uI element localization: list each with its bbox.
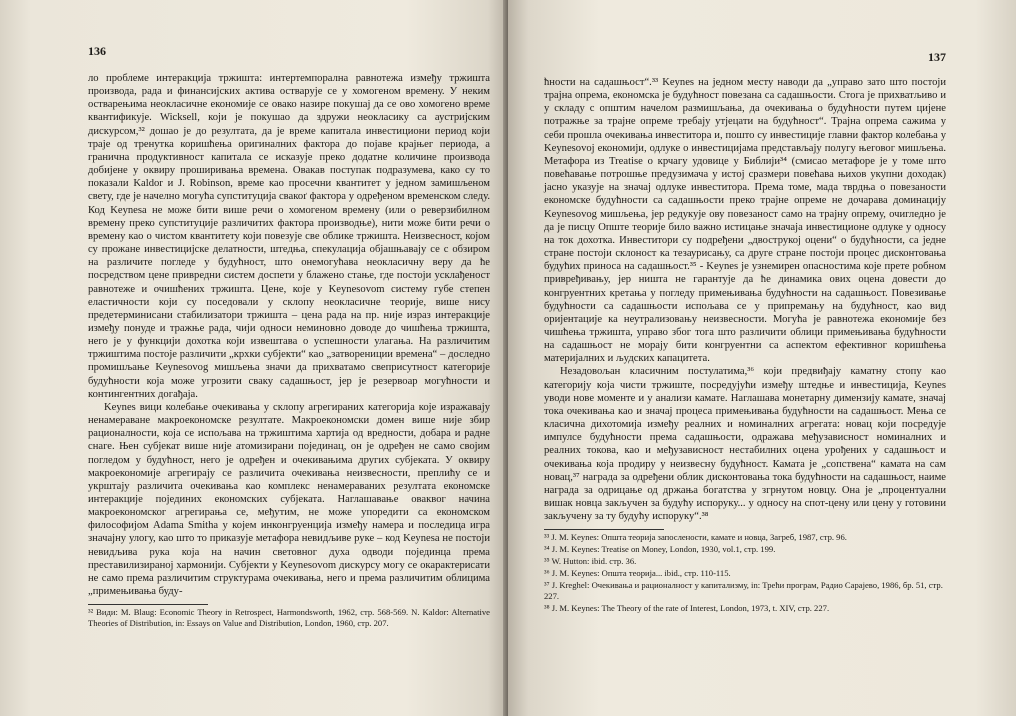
right-footnotes xyxy=(544,532,946,614)
footnote: ³² Види: M. Blaug: Economic Theory in Retrospect, Harmondsworth, 1962, стр. 568-569. N. Kaldor: Alternative Theories of Distribution, in: Essays on Value and Distribution, London, 1960, стр. 207. xyxy=(88,607,490,629)
paragraph: ћности на садашњост“.³³ Keynes на једном месту наводи да „управо зато што постоји трајна опрема, економска је будућност повезана са садашњости. Стога је прихватљиво и у складу с општим начелом размишљања, да очекивања о будућности путем цијене потражње за трајне опреме требају утјецати на будућност“. Трајна опрема сажима у себи прошла очекивања инвеститора и, пошто су инвестиције главни фактор колебања у Keynesovoj економији, одлуке о инвестицијама представљају полугу његовог мишљења. Метафора из Treatise о крчагу удовице у Библији³⁴ (смисао метафоре је у томе што повећавање потрошње предузимача у истој сразмери повећава њихов укупни доходак) јасно указује на значај одлуке инвеститора. Према томе, мада тврдња о повезаности економске будућности са садашњости преко трајне опреме не дочарава доминацију Keynesovog мишљења, јер редукује ову повезаност само на трајну опрему, очигледно је да је писцу Опште теорије било важно истицање значаја инвестиционе одлуке у односу на ток дохотка. Инвеститори су подређени „двострукој оцени“ о будућности, са једне стране постоји склоност ка тезаурисању, са друге стране постоји процес дисконтовања будућих приноса на садашњост.³⁵ - Keynes је узнемирен опасностима које прете робном привређивању, јер ништа не гарантује да ће динамика ових оцена довести до конгруентних кретања у погледу примењивања будућности на садашњост. Повезивање будућности са садашњости испољава се у припремању на будућност, као вид оријентације ка неутрализовању неизвесности. Могућа је равнотежа економије без чишћења тржишта, управо због тога што различити облици примењивања будућности на садашњост не морају бити конгруентни са аспектом ефективног коришћења материјалних и људских капацитета. xyxy=(544,77,946,365)
right-body-text xyxy=(544,76,946,523)
paragraph: Незадовољан класичним постулатима,³⁶ који предвиђају каматну стопу као категорију која чисти тржиште, посредујући између штедње и инвестиција, Keynes уводи нове моменте и у анализи камате. Наглашава монетарну димензију камате, значај тока очекивања као и значај процеса примењивања будућности на садашњост. Мења се класична дихотомија између реалних и номиналних агрегата: новац који посредује импулсе будућности према садашњости, одражава међузависност номиналних и реалних токова, као и међузависност нестабилних оцена урођених у садашњост и очекивања која продиру у неизвесну будућност. Камата је „сопствена“ камата на сам новац,³⁷ награда за одређени облик дисконтовања тока будућности на садашњост, наиме награда за одрицање од држања богатства у згрнутом новцу. Она је „процентуални вишак новца закључен за будућу испоруку... у односу на спот-цену или цену у готовини закључену за ту будућу испоруку“.³⁸ xyxy=(544,366,946,523)
footnote: ³⁴ J. M. Keynes: Treatise on Money, London, 1930, vol.1, стр. 199. xyxy=(544,544,776,555)
footnote: ³⁸ J. M. Keynes: The Theory of the rate of Interest, London, 1973, t. XIV, стр. 227. xyxy=(544,603,830,614)
footnote-divider xyxy=(544,529,664,530)
footnote: ³⁵ W. Hutton: ibid. стр. 36. xyxy=(544,556,637,567)
page-number: 136 xyxy=(88,44,106,58)
footnote-divider xyxy=(88,604,208,605)
footnote: ³³ J. M. Keynes: Општа теорија запосленоcти, камате и новца, Загреб, 1987, стр. 96. xyxy=(544,532,847,543)
paragraph: ло проблеме интеракција тржишта: интертемпорална равнотежа између тржишта производа, рада и финансијских актива остварује се у хомогеном времену. У неким остварењима неокласичне економије се овако назире покушај да се ово хомогено време квантификује. Wicksell, који је покушао да здружи неокласику са аустријским дискурсом,³² дошао је до резултата, да је време капитала инвестициони период који траје од тренутка коришћења оригиналних фактора до појаве крајњег периода, а гранична продуктивност капитала се исказује преко додатне количине производа добијене у оквиру проширивања времена. Овакав поступак подразумева, како су то показали Kaldor и J. Robinson, време као просечни квантитет у једном замишљеном свету, где је начелно могућа супституција свакоґ фактора у одређеном временском следу. Код Keynesа не може бити више речи о хомогеном времену (или о реверзибилном времену преко супституције различитих фактора производње), нити може бити речи о времену као о чистом квантитету који повезује све облике тржишта. Неизвесност, којом су прожане инвестицијске делатности, штедња, спекулација објашњавају се с обзиром на различите погледе у будућност, што онемогућава неокласичну веру да ће посредством цене привредни систем доспети у блажено стање, где постоји усклађеност равнотеже и очишћених тржишта. Цене, које у Keynesovom систему губе степен еластичности који су поседовали у склопу неокласичне теорије, више нису предетерминисани стабилизатори тржишта – цена рада на пр. није израз интеракције између понуде и тражње рада, чији односи неминовно доводе до чишћења тржишта, него је у функцији дохотка који извештава о успешности улагања. На различитим тржиштима постоје различити „крхки субјекти“ као „затворениции времена“ – доследно промишљање Keynesovog мишљења значи да прихватамо свеприсутност категорије будућности која може угрозити сваку садашњост, јер је резервоар могућности и контингентних догађаја. xyxy=(88,73,490,400)
right-page xyxy=(508,0,1016,716)
left-footnotes xyxy=(88,607,490,629)
footnote: ³⁶ J. M. Keynes: Општа теорија... ibid., стр. 110-115. xyxy=(544,568,731,579)
left-body-text xyxy=(88,72,490,598)
paragraph: Keynes вици колебање очекивања у склопу агрегираних категорија које изражавају ненамераване макроекономске резултате. Макроекономски домен више није збир рационалности, која се испољава на тржиштима хартија од вредности, добара и радне снаге. Њен субјекат више није атомизирани појединац, он је одређен не само својим погледом у будућност, него је одређен и очекивањима других субјеката. У оквиру макроекономије агрегирају се различита очекивања неизвесности, преплићу се и укрштају различита очекивања као комплекс ненамераваних резултата економске интеракције појединих економских субјеката. Наглашавање оваквог начина макроекономског агрегирања се, међутим, не може упоредити са економском философијом Adama Smitha у којем инконгруенција између намера и последица игра значајну улогу, као што то приказује метафора невидљиве руке – код Keynesа не постоји невидљива рука која на начин световног духа одводи појединца према преставилизираној хармонији. Субјекти у Keynesovom дискурсу могу се окарактерисати не само према различитим структурама очекивања, него и према различитим облицима „примењивања буду- xyxy=(88,401,490,598)
page-number: 137 xyxy=(928,50,946,64)
footnote: ³⁷ J. Kreghel: Очекивања и рационалност у капитализму, in: Трећи програм, Радио Сарајево, 1986, бр. 51, стр. 227. xyxy=(544,580,943,602)
